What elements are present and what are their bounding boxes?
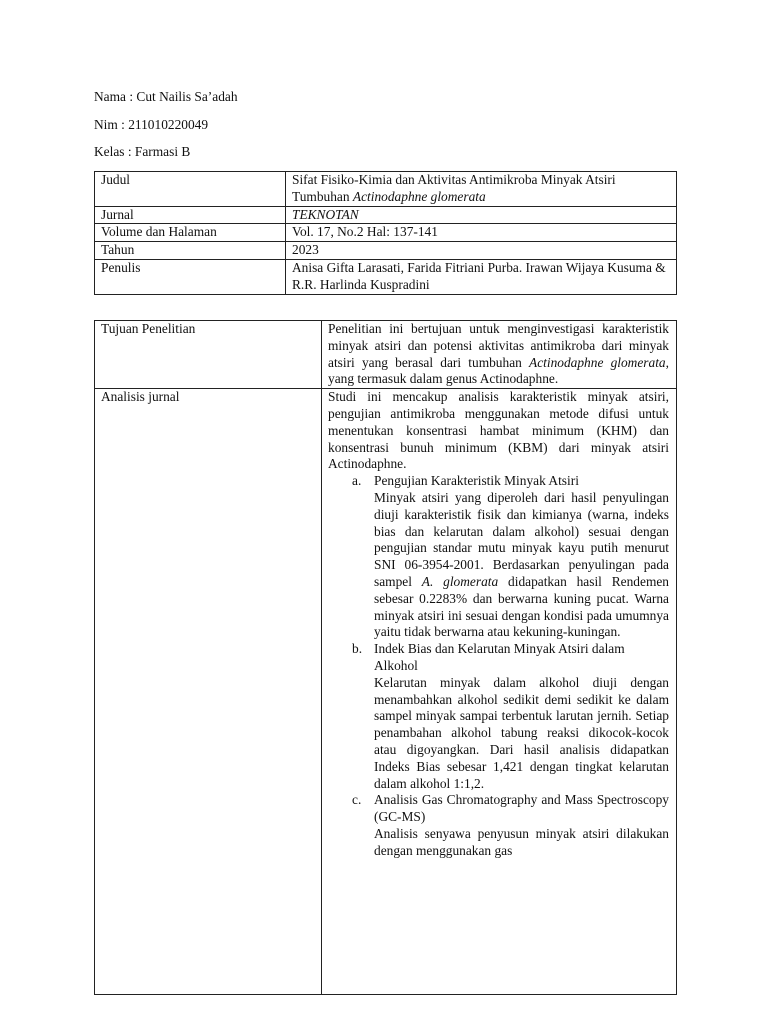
penulis-label: Penulis [95,259,286,294]
analisis-intro: Studi ini mencakup analisis karakteristik minyak atsiri, pengujian antimikroba menggunakan metode difusi untuk menentukan konsentrasi hambat minimum (KHM) dan konsentrasi bunuh minimum (KBM) dari minyak atsiri Actinodaphne. [328,389,669,472]
judul-text: Sifat Fisiko-Kimia dan Aktivitas Antimikroba Minyak Atsiri Tumbuhan [292,172,616,204]
list-item [328,473,669,641]
jurnal-value [286,206,677,224]
tujuan-text-1: Penelitian ini bertujuan untuk menginvestigasi karakteristik minyak atsiri dan potensi aktivitas antimikroba dari minyak atsiri yang berasal dari tumbuhan [328,321,669,370]
tujuan-label: Tujuan Penelitian [95,321,322,389]
student-nim: Nim : 211010220049 [94,117,209,132]
list-marker: c. [352,792,362,808]
list-item-title: Analisis Gas Chromatography and Mass Spectroscopy (GC-MS) [374,792,669,825]
judul-species: Actinodaphne glomerata [352,188,486,204]
table-row [95,172,677,207]
tahun-value: 2023 [286,242,677,260]
list-item-body: Kelarutan minyak dalam alkohol diuji dengan menambahkan alkohol sedikit demi sedikit ke dalam sampel minyak sampai terbentuk larutan jernih. Setiap penambahan alkohol tabung reaksi dikocok-kocok atau digoyangkan. Dari hasil analisis didapatkan Indeks Bias sebesar 1,421 dengan tingkat kelarutan dalam alkohol 1:1,2. [374,674,669,791]
student-class: Kelas : Farmasi B [94,144,191,159]
volume-label: Volume dan Halaman [95,224,286,242]
tahun-label: Tahun [95,242,286,260]
jurnal-label: Jurnal [95,206,286,224]
list-item-body: Analisis senyawa penyusun minyak atsiri dilakukan dengan menggunakan gas [374,825,669,858]
judul-value [286,172,677,207]
analysis-table [94,320,677,995]
analysis-list [328,473,669,859]
table-row [95,259,677,294]
body-text-1: Minyak atsiri yang diperoleh dari hasil penyulingan diuji karakteristik fisik dan kimianya (warna, indeks bias dan kelarutan dalam alkohol) sesuai dengan pengujian standar mutu minyak kayu putih menurut SNI 06-3954-2001. Berdasarkan penyulingan pada sampel [374,489,669,589]
analisis-label: Analisis jurnal [95,389,322,995]
table-row [95,321,677,389]
table-row [95,389,677,995]
analisis-value [322,389,677,995]
tujuan-value [322,321,677,389]
list-item [328,641,669,792]
list-item [328,792,669,859]
jurnal-name: TEKNOTAN [292,206,359,222]
tujuan-text-2: , yang termasuk dalam genus Actinodaphne. [328,354,669,387]
table-row [95,224,677,242]
body-species: A. glomerata [421,573,499,589]
list-marker: b. [352,641,363,657]
body-text-2: didapatkan hasil Rendemen sebesar 0.2283% dan berwarna kuning pucat. Warna minyak atsiri ini sesuai dengan kondisi pada umumnya yaitu tidak berwarna atau kekuning-kuningan. [374,573,669,640]
list-item-title: Indek Bias dan Kelarutan Minyak Atsiri dalam Alkohol [374,641,625,673]
student-name: Nama : Cut Nailis Sa’adah [94,89,238,104]
table-row [95,206,677,224]
volume-value: Vol. 17, No.2 Hal: 137-141 [286,224,677,242]
list-marker: a. [352,473,362,489]
list-item-body [374,490,669,641]
journal-meta-table [94,171,677,295]
tujuan-species: Actinodaphne glomerata [529,354,666,370]
penulis-value: Anisa Gifta Larasati, Farida Fitriani Purba. Irawan Wijaya Kusuma & R.R. Harlinda Kuspradini [286,259,677,294]
judul-label: Judul [95,172,286,207]
table-row [95,242,677,260]
list-item-title: Pengujian Karakteristik Minyak Atsiri [374,473,579,489]
analisis-content [328,389,669,994]
